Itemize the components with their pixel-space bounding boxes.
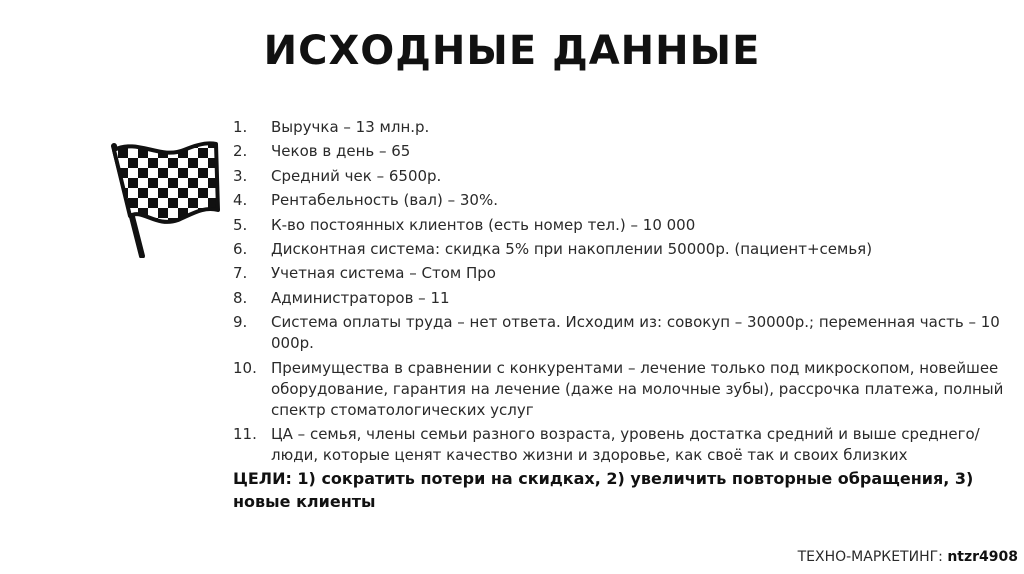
list-item-number: 7. <box>233 264 248 283</box>
footer-code: ntzr4908 <box>947 549 1018 565</box>
list-item-text: Администраторов – 11 <box>271 288 450 307</box>
list-item-number: 2. <box>233 142 248 161</box>
list-item <box>233 215 1008 236</box>
list-item-number: 5. <box>233 215 248 234</box>
list-item <box>233 239 1008 260</box>
list-item-text: Система оплаты труда – нет ответа. Исходим из: совокуп – 30000р.; переменная часть – 10 000р. <box>271 313 1000 353</box>
list-item <box>233 424 1008 466</box>
list-item-number: 6. <box>233 239 248 258</box>
list-item <box>233 358 1008 421</box>
list-item-number: 9. <box>233 313 248 332</box>
list-item <box>233 288 1008 309</box>
list-item-text: Учетная система – Стом Про <box>271 264 496 283</box>
list-item <box>233 190 1008 211</box>
list-item-number: 4. <box>233 191 248 210</box>
list-item <box>233 263 1008 284</box>
list-item-text: Преимущества в сравнении с конкурентами – лечение только под микроскопом, новейшее оборудование, гарантия на лечение (даже на молочные зубы), рассрочка платежа, полный спектр стоматологических услуг <box>271 358 1004 419</box>
checkered-flag-icon <box>108 138 220 258</box>
goals-text: ЦЕЛИ: 1) сократить потери на скидках, 2) увеличить повторные обращения, 3) новые клиенты <box>233 469 974 511</box>
list-item-text: К-во постоянных клиентов (есть номер тел.) – 10 000 <box>271 215 696 234</box>
data-list <box>233 117 1008 469</box>
list-item-text: Дисконтная система: скидка 5% при накоплении 50000р. (пациент+семья) <box>271 239 873 258</box>
list-item-number: 11. <box>233 424 257 443</box>
list-item-text: Чеков в день – 65 <box>271 142 411 161</box>
list-item-text: Средний чек – 6500р. <box>271 166 442 185</box>
list-item-number: 10. <box>233 358 257 377</box>
list-item <box>233 166 1008 187</box>
footer-credit <box>798 549 1018 565</box>
list-item-number: 3. <box>233 166 248 185</box>
list-item-number: 1. <box>233 118 248 136</box>
list-item <box>233 312 1008 354</box>
slide-title: ИСХОДНЫЕ ДАННЫЕ <box>263 28 761 74</box>
list-item <box>233 117 1008 138</box>
list-item-text: Рентабельность (вал) – 30%. <box>271 191 498 210</box>
list-item <box>233 141 1008 162</box>
footer-label: ТЕХНО-МАРКЕТИНГ: <box>797 549 943 565</box>
list-item-text: ЦА – семья, члены семьи разного возраста, уровень достатка средний и выше среднего/ люди, которые ценят качество жизни и здоровье, как своё так и своих близких <box>271 424 980 464</box>
list-item-number: 8. <box>233 288 248 307</box>
list-item-text: Выручка – 13 млн.р. <box>271 118 430 136</box>
